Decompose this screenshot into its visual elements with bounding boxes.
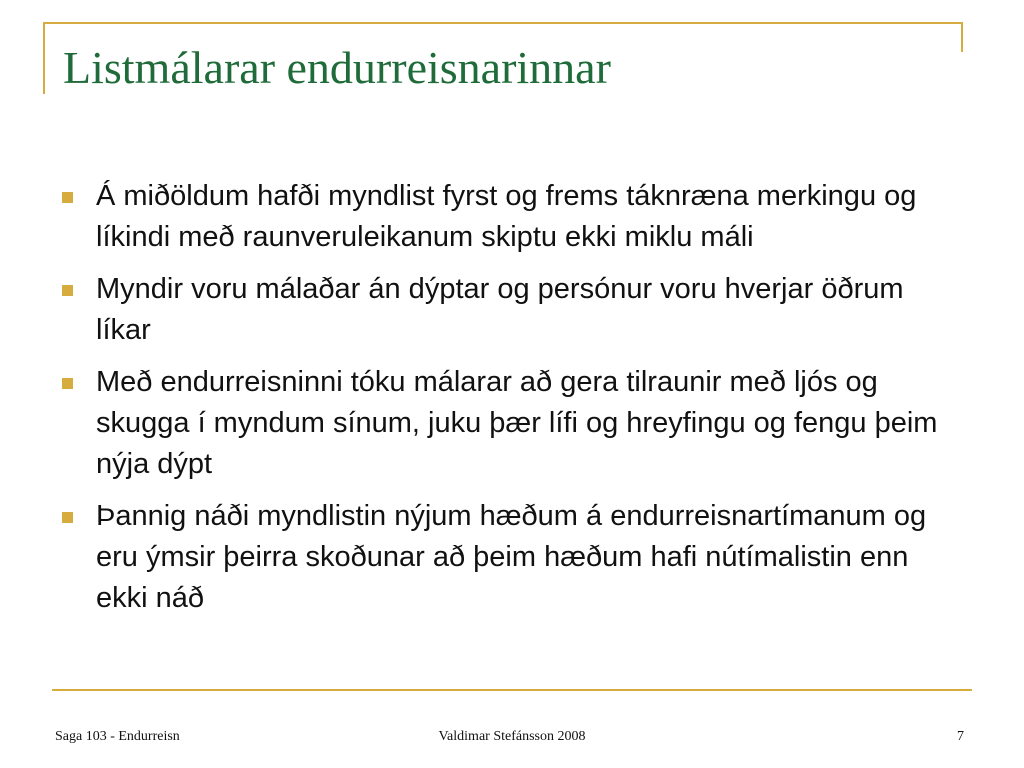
square-bullet-icon	[62, 192, 73, 203]
bullet-item	[58, 496, 938, 619]
right-frame-line	[961, 22, 963, 52]
bullet-item	[58, 362, 938, 485]
bullet-item	[58, 176, 938, 258]
slide-title: Listmálarar endurreisnarinnar	[63, 42, 611, 93]
square-bullet-icon	[62, 378, 73, 389]
square-bullet-icon	[62, 512, 73, 523]
page-number: 7	[957, 729, 964, 744]
bullet-text: Þannig náði myndlistin nýjum hæðum á endurreisnartímanum og eru ýmsir þeirra skoðunar að þeim hæðum hafi nútímalistin enn ekki náð	[96, 500, 927, 614]
left-frame-line	[43, 22, 45, 94]
bullet-item	[58, 269, 938, 351]
bullet-text: Á miðöldum hafði myndlist fyrst og frems táknræna merkingu og líkindi með raunveruleikanum skiptu ekki miklu máli	[96, 180, 917, 253]
bullet-text: Með endurreisninni tóku málarar að gera tilraunir með ljós og skugga í myndum sínum, juku þær lífi og hreyfingu og fengu þeim nýja dýpt	[96, 366, 938, 480]
bullet-text: Myndir voru málaðar án dýptar og persónur voru hverjar öðrum líkar	[96, 273, 904, 346]
footer-course: Saga 103 - Endurreisn	[55, 729, 180, 744]
top-frame-line	[43, 22, 963, 24]
footer-divider	[52, 689, 972, 691]
bullet-list	[58, 176, 938, 630]
square-bullet-icon	[62, 285, 73, 296]
footer-author: Valdimar Stefánsson 2008	[438, 729, 586, 744]
